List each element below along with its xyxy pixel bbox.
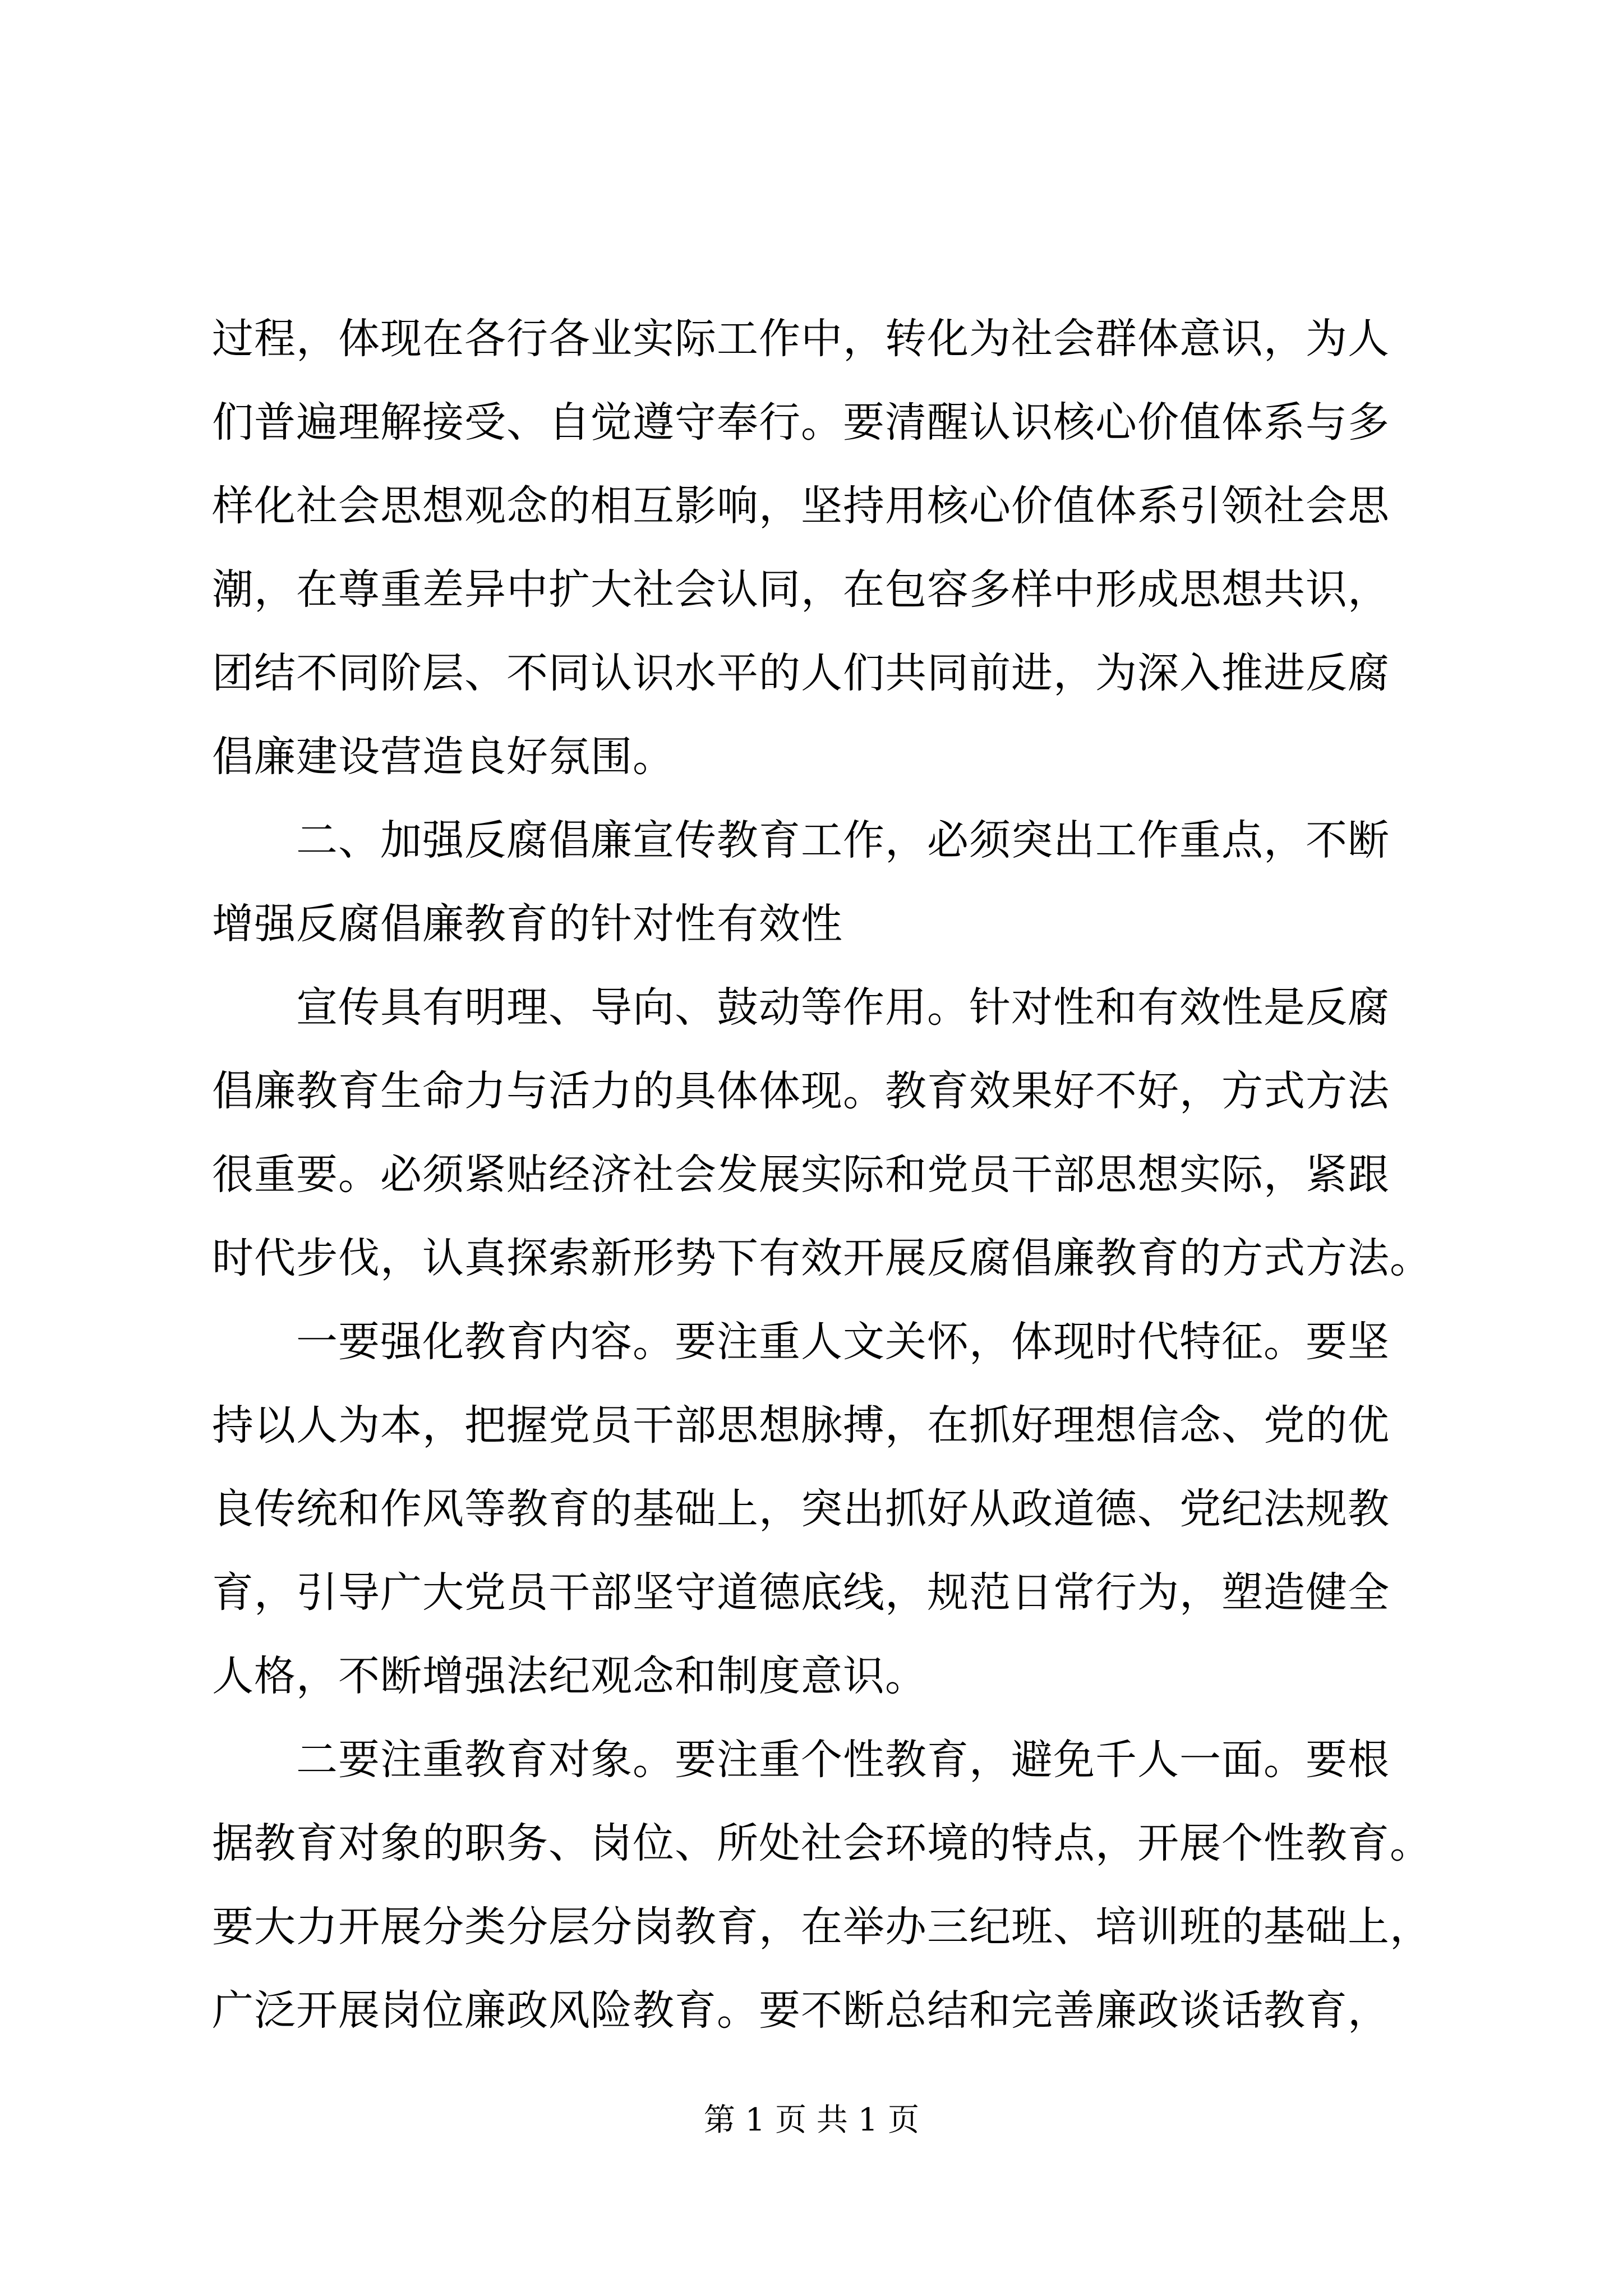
body-line: 育，引导广大党员干部坚守道德底线，规范日常行为，塑造健全 xyxy=(212,1568,1390,1617)
body-line: 过程，体现在各行各业实际工作中，转化为社会群体意识，为人 xyxy=(212,315,1390,363)
document-body xyxy=(212,297,1432,2053)
section-heading-line: 二、加强反腐倡廉宣传教育工作，必须突出工作重点，不断 xyxy=(212,816,1390,864)
body-line: 潮，在尊重差异中扩大社会认同，在包容多样中形成思想共识， xyxy=(212,565,1390,614)
body-line: 时代步伐，认真探索新形势下有效开展反腐倡廉教育的方式方法。 xyxy=(212,1234,1432,1282)
body-line: 团结不同阶层、不同认识水平的人们共同前进，为深入推进反腐 xyxy=(212,649,1390,697)
body-line: 们普遍理解接受、自觉遵守奉行。要清醒认识核心价值体系与多 xyxy=(212,398,1390,447)
section-heading-line: 增强反腐倡廉教育的针对性有效性 xyxy=(212,900,843,948)
body-line: 一要强化教育内容。要注重人文关怀，体现时代特征。要坚 xyxy=(212,1318,1390,1366)
body-line: 良传统和作风等教育的基础上，突出抓好从政道德、党纪法规教 xyxy=(212,1485,1390,1533)
body-line: 人格，不断增强法纪观念和制度意识。 xyxy=(212,1652,927,1700)
body-line: 持以人为本，把握党员干部思想脉搏，在抓好理想信念、党的优 xyxy=(212,1401,1390,1450)
body-line: 广泛开展岗位廉政风险教育。要不断总结和完善廉政谈话教育， xyxy=(212,1986,1390,2035)
page-number-footer: 第 1 页 共 1 页 xyxy=(703,2102,920,2138)
body-line: 样化社会思想观念的相互影响，坚持用核心价值体系引领社会思 xyxy=(212,482,1390,530)
body-line: 很重要。必须紧贴经济社会发展实际和党员干部思想实际，紧跟 xyxy=(212,1151,1390,1199)
body-line: 倡廉建设营造良好氛围。 xyxy=(212,733,675,781)
body-line: 宣传具有明理、导向、鼓动等作用。针对性和有效性是反腐 xyxy=(212,983,1390,1032)
body-line: 据教育对象的职务、岗位、所处社会环境的特点，开展个性教育。 xyxy=(212,1819,1432,1867)
body-line: 二要注重教育对象。要注重个性教育，避免千人一面。要根 xyxy=(212,1736,1390,1784)
body-line: 倡廉教育生命力与活力的具体体现。教育效果好不好，方式方法 xyxy=(212,1067,1390,1115)
body-line: 要大力开展分类分层分岗教育，在举办三纪班、培训班的基础上， xyxy=(212,1903,1432,1951)
